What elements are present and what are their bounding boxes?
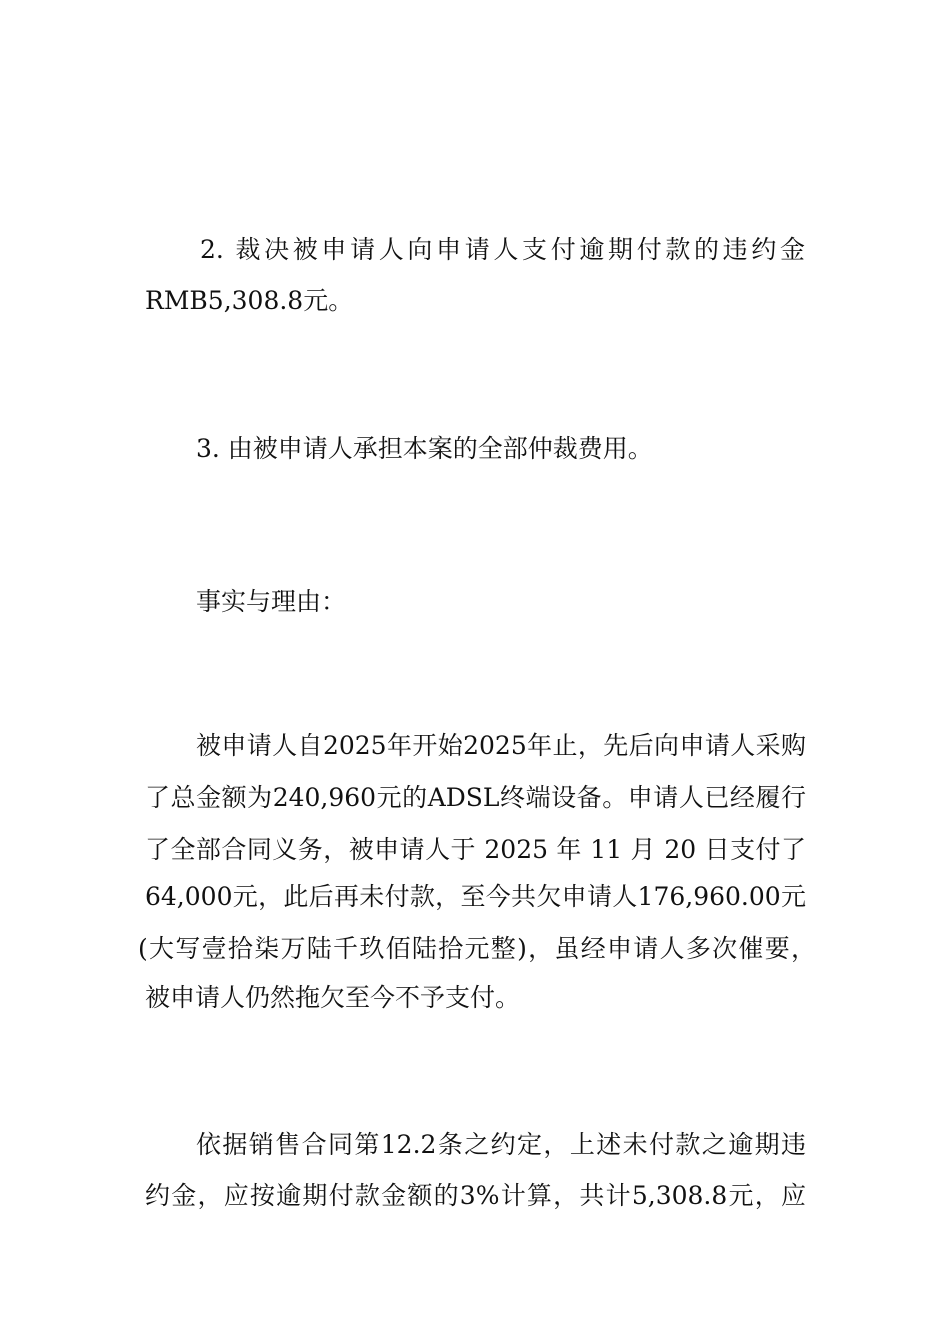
claim-item-3: 3. 由被申请人承担本案的全部仲裁费用。 xyxy=(196,434,653,463)
basis-paragraph-line-1: 依据销售合同第12.2条之约定，上述未付款之逾期违 xyxy=(196,1130,806,1159)
facts-paragraph-line-4: 64,000元，此后再未付款，至今共欠申请人176,960.00元 xyxy=(145,882,806,911)
facts-paragraph-line-6: 被申请人仍然拖欠至今不予支付。 xyxy=(145,983,521,1012)
facts-paragraph-line-2: 了总金额为240,960元的ADSL终端设备。申请人已经履行 xyxy=(145,783,806,812)
basis-paragraph-line-2: 约金，应按逾期付款金额的3%计算，共计5,308.8元，应 xyxy=(145,1181,806,1210)
claim-item-2-line-2: RMB5,308.8元。 xyxy=(145,286,354,315)
claim-item-2-line-1: 2. 裁决被申请人向申请人支付逾期付款的违约金 xyxy=(200,235,805,264)
facts-paragraph-line-1: 被申请人自2025年开始2025年止，先后向申请人采购 xyxy=(196,731,806,760)
facts-paragraph-line-5: (大写壹拾柒万陆千玖佰陆拾元整)，虽经申请人多次催要， xyxy=(138,934,816,963)
facts-heading: 事实与理由： xyxy=(196,587,347,616)
facts-paragraph-line-3: 了全部合同义务，被申请人于 2025 年 11 月 20 日支付了 xyxy=(145,835,806,864)
